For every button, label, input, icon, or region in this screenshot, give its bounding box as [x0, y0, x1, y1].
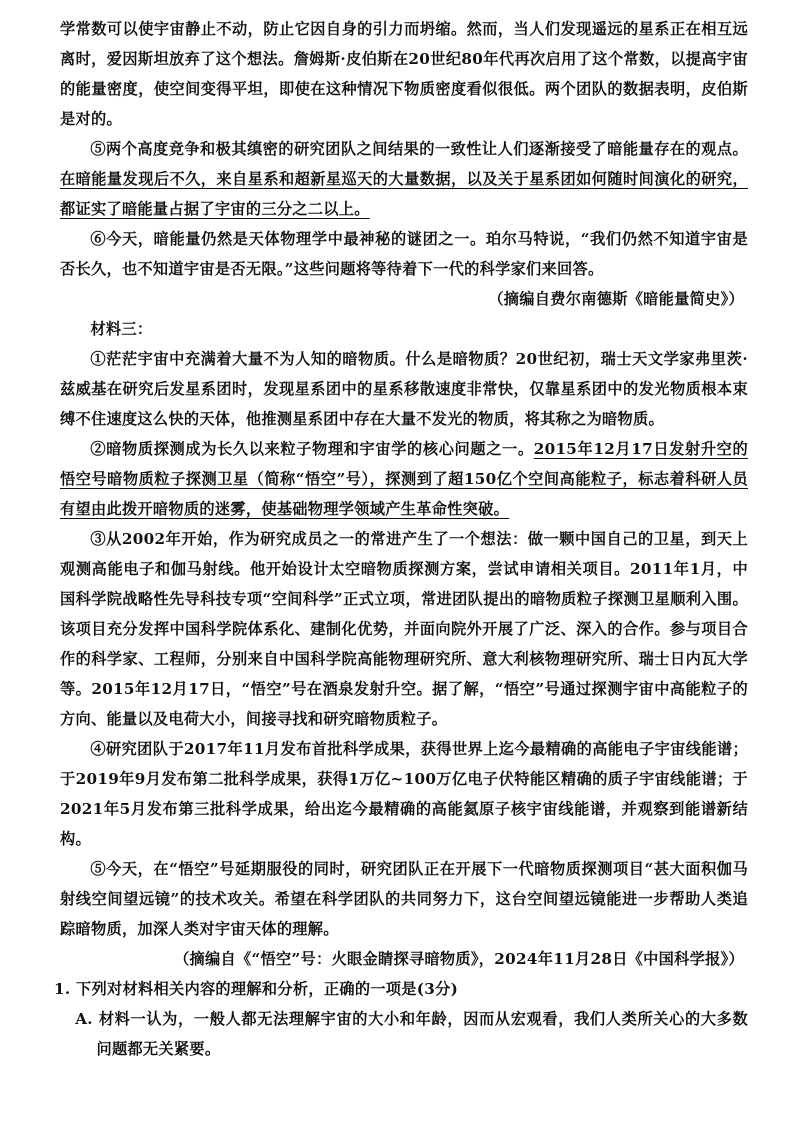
material3-paragraph-3: ③从2002年开始，作为研究成员之一的常进产生了一个想法：做一颗中国自己的卫星，到天上观测高能电子和伽马射线。他开始设计太空暗物质探测方案，尝试申请相关项目。2011年1月，中国科学院战略性先导科技专项“空间科学”正式立项，常进团队提出的暗物质粒子探测卫星顺利入围。该项目充分发挥中国科学院体系化、建制化优势，并面向院外开展了广泛、深入的合作。参与项目合作的科学家、工程师，分别来自中国科学院高能物理研究所、意大利核物理研究所、瑞士日内瓦大学等。2015年12月17日，“悟空”号在酒泉发射升空。据了解，“悟空”号通过探测宇宙中高能粒子的方向、能量以及电荷大小，间接寻找和研究暗物质粒子。: [60, 530, 748, 728]
material3-paragraph-2-text: ②暗物质探测成为长久以来粒子物理和宇宙学的核心问题之一。: [90, 440, 534, 458]
material3-source: （摘编自《“悟空”号：火眼金睛探寻暗物质》，2024年11月28日《中国科学报》）: [174, 950, 744, 968]
material2-source: （摘编自费尔南德斯《暗能量简史》）: [488, 290, 744, 308]
material2-paragraph-6: ⑥今天，暗能量仍然是天体物理学中最神秘的谜团之一。珀尔马特说，“我们仍然不知道宇宙是否长久，也不知道宇宙是否无限。”这些问题将等待着下一代的科学家们来回答。: [60, 230, 748, 278]
material3-paragraph-1: ①茫茫宇宙中充满着大量不为人知的暗物质。什么是暗物质？20世纪初，瑞士天文学家弗里茨·兹威基在研究后发星系团时，发现星系团中的星系移散速度非常快，仅靠星系团中的发光物质根本束缚不住速度这么快的天体，他推测星系团中存在大量不发光的物质，将其称之为暗物质。: [60, 350, 748, 428]
material3-paragraph-4: ④研究团队于2017年11月发布首批科学成果，获得世界上迄今最精确的高能电子宇宙线能谱；于2019年9月发布第二批科学成果，获得1万亿~100万亿电子伏特能区精确的质子宇宙线能谱；于2021年5月发布第三批科学成果，给出迄今最精确的高能氦原子核宇宙线能谱，并观察到能谱新结构。: [60, 740, 748, 848]
material3-paragraph-2-underlined: 2015年12月17日发射升空的悟空号暗物质粒子探测卫星（简称“悟空”号），探测到了超150亿个空间高能粒子，标志着科研人员有望由此拨开暗物质的迷雾，使基础物理学领域产生革命性突破。: [60, 440, 748, 518]
question-1-stem: 1. 下列对材料相关内容的理解和分析，正确的一项是(3分): [54, 980, 459, 998]
material3-paragraph-5: ⑤今天，在“悟空”号延期服役的同时，研究团队正在开展下一代暗物质探测项目“甚大面积伽马射线空间望远镜”的技术攻关。希望在科学团队的共同努力下，这台空间望远镜能进一步帮助人类追踪暗物质，加深人类对宇宙天体的理解。: [60, 860, 748, 938]
material2-paragraph-5-underlined: 在暗能量发现后不久，来自星系和超新星巡天的大量数据，以及关于星系团如何随时间演化的研究，都证实了暗能量占据了宇宙的三分之二以上。: [60, 170, 748, 218]
material2-paragraph-4-continued: 学常数可以使宇宙静止不动，防止它因自身的引力而坍缩。然而，当人们发现遥远的星系正在相互远离时，爱因斯坦放弃了这个想法。詹姆斯·皮伯斯在20世纪80年代再次启用了这个常数，以提高宇宙的能量密度，使空间变得平坦，即使在这种情况下物质密度看似很低。两个团队的数据表明，皮伯斯是对的。: [60, 20, 748, 128]
material3-paragraph-2: [60, 434, 748, 524]
material2-paragraph-5-text: ⑤两个高度竞争和极其缜密的研究团队之间结果的一致性让人们逐渐接受了暗能量存在的观点。: [90, 140, 748, 158]
material2-paragraph-5: [60, 134, 748, 224]
question-1-option-a: A. 材料一认为，一般人都无法理解宇宙的大小和年龄，因而从宏观看，我们人类所关心的大多数问题都无关紧要。: [75, 1010, 748, 1058]
material3-heading: 材料三：: [90, 320, 153, 338]
